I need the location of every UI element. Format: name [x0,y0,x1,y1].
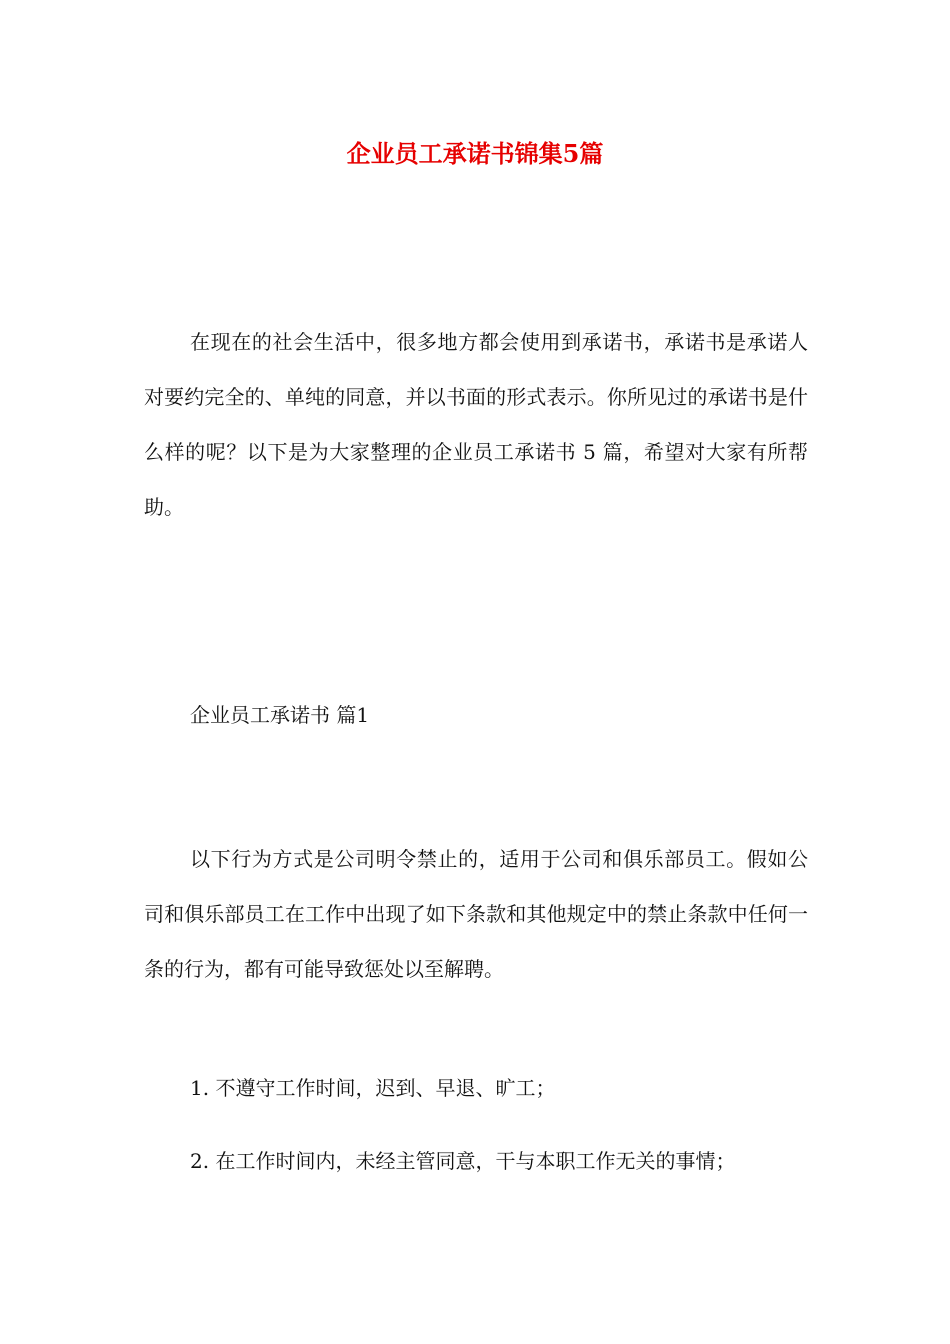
list-item: 1. 不遵守工作时间，迟到、早退、旷工； [190,1076,556,1100]
intro-paragraph: 在现在的社会生活中，很多地方都会使用到承诺书，承诺书是承诺人对要约完全的、单纯的同意，并以书面的形式表示。你所见过的承诺书是什么样的呢？以下是为大家整理的企业员工承诺书 5 篇，希望对大家有所帮助。 [144,330,808,519]
list-item: 2. 在工作时间内，未经主管同意，干与本职工作无关的事情； [190,1149,736,1173]
section-heading: 企业员工承诺书 篇1 [190,703,370,727]
document-title: 企业员工承诺书锦集5篇 [346,139,604,168]
rules-paragraph: 以下行为方式是公司明令禁止的，适用于公司和俱乐部员工。假如公司和俱乐部员工在工作中出现了如下条款和其他规定中的禁止条款中任何一条的行为，都有可能导致惩处以至解聘。 [144,847,808,981]
